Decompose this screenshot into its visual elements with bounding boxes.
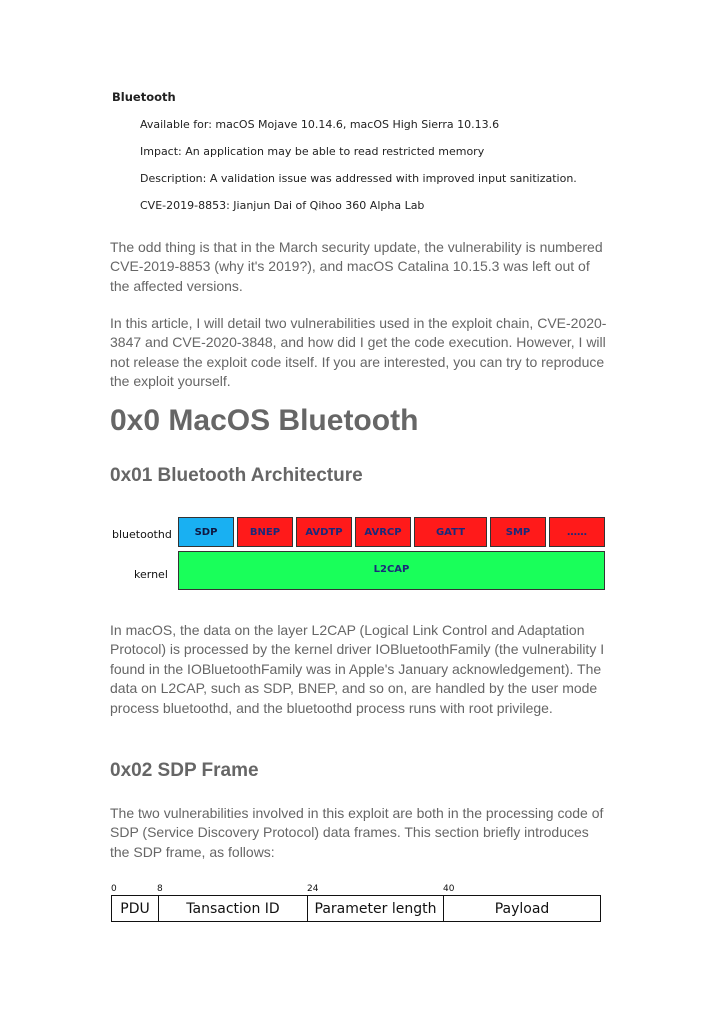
bit-offset-0: 0 [111, 884, 117, 894]
paragraph-article-scope: In this article, I will detail two vulnerabilities used in the exploit chain, CVE-2020-3847 and CVE-2020-3848, and how did I get the code execution. However, I will not release the exploit code itself. If you are interested, you can try to reproduce the exploit yourself. [110, 315, 607, 390]
bit-offset-24: 24 [307, 884, 319, 894]
field-transaction-id: Tansaction ID [159, 896, 308, 921]
subsection-heading-sdp: 0x02 SDP Frame [110, 760, 259, 781]
protocol-more: …… [549, 517, 605, 547]
advisory-title: Bluetooth [112, 90, 176, 104]
kernel-label: kernel [134, 568, 168, 581]
paragraph-l2cap: In macOS, the data on the layer L2CAP (Logical Link Control and Adaptation Protocol) is processed by the kernel driver IOBluetoothFamily (the vulnerability I found in the IOBluetoothFamily was in Apple's January acknowledgement). The data on L2CAP, such as SDP, BNEP, and so on, are handled by the user mode process bluetoothd, and the bluetoothd process runs with root privilege. [110, 622, 605, 716]
subsection-heading-architecture: 0x01 Bluetooth Architecture [110, 465, 363, 486]
bluetoothd-label: bluetoothd [112, 528, 172, 541]
bit-offset-40: 40 [443, 884, 455, 894]
protocol-smp: SMP [490, 517, 546, 547]
protocol-sdp: SDP [178, 517, 234, 547]
advisory-impact: Impact: An application may be able to read restricted memory [140, 145, 485, 158]
protocol-avdtp: AVDTP [296, 517, 352, 547]
paragraph-intro: The odd thing is that in the March security update, the vulnerability is numbered CVE-2019-8853 (why it's 2019?), and macOS Catalina 10.15.3 was left out of the affected versions. [110, 239, 603, 294]
field-parameter-length: Parameter length [308, 896, 444, 921]
bit-offset-8: 8 [157, 884, 163, 894]
advisory-description: Description: A validation issue was addressed with improved input sanitization. [140, 172, 577, 185]
section-heading: 0x0 MacOS Bluetooth [110, 404, 419, 437]
field-pdu: PDU [112, 896, 159, 921]
protocol-gatt: GATT [414, 517, 487, 547]
sdp-frame [111, 895, 601, 922]
protocol-avrcp: AVRCP [355, 517, 411, 547]
paragraph-sdp-intro: The two vulnerabilities involved in this exploit are both in the processing code of SDP (Service Discovery Protocol) data frames. This section briefly introduces the SDP frame, as follows: [110, 805, 604, 860]
protocol-bnep: BNEP [237, 517, 293, 547]
advisory-available: Available for: macOS Mojave 10.14.6, macOS High Sierra 10.13.6 [140, 118, 500, 131]
layer-l2cap: L2CAP [178, 551, 605, 590]
field-payload: Payload [494, 900, 550, 917]
advisory-cve: CVE-2019-8853: Jianjun Dai of Qihoo 360 Alpha Lab [140, 199, 425, 212]
